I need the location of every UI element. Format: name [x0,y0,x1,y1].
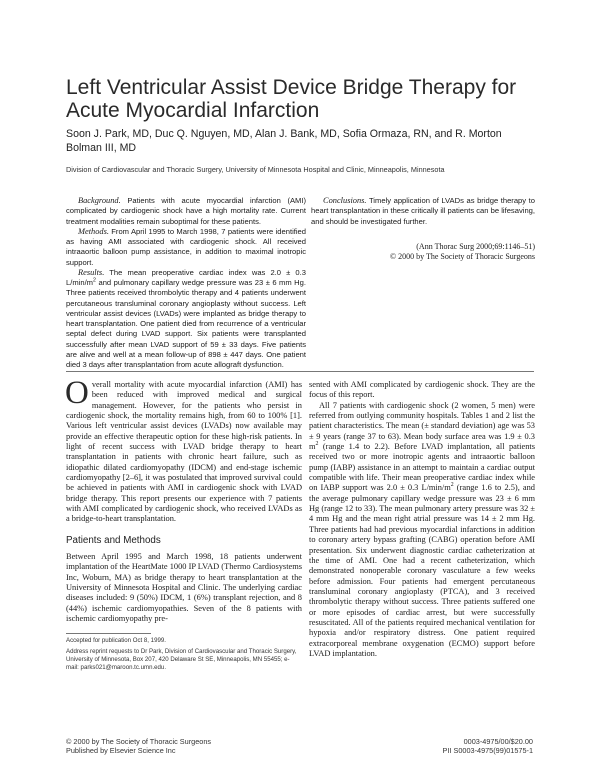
footer-publisher [66,737,211,755]
drop-cap: O [65,375,89,411]
body-column-left [65,375,303,673]
methods-paragraph: Between April 1995 and March 1998, 18 patients underwent implantation of the HeartMate 1000 IP LVAD (Thermo Cardiosystems Inc, Woburn, MA) as bridge therapy to heart transplantation at the University of Minnesota Hospital and Clinic. The underlying cardiac diseases included: 9 (50%) IDCM, 1 (6%) transplant rejection, and 8 (44%) ischemic cardiomyopathies. Seven of the 8 patients with ischemic cardiomyopathy pre- [66,551,303,623]
patients-paragraph: All 7 patients with cardiogenic shock (2 women, 5 men) were referred from outlying community hospitals. Tables 1 and 2 list the patient characteristics. The mean (± standard deviation) age was 53 ± 9 years (range 37 to 63). Mean body surface area was 1.9 ± 0.3 $m^2$ (range 1.4 to 2.2). Before LVAD implantation, all patients received two or more inotropic agents and intraaortic balloon pump (IABP) assistance in an attempt to maintain a cardiac output compatible with life. Their mean preoperative cardiac index while on IABP support was 2.0 ± 0.3 $L/\min/m^2$ (range 1.6 to 2.5), and the average pulmonary capillary wedge pressure was 23 ± 6 mm Hg (range 12 to 33). The mean pulmonary artery pressure was 32 ± 4 mm Hg and the mean right atrial pressure was 14 ± 2 mm Hg. Three patients had had previous myocardial infarctions in addition to coronary artery bypass grafting (CABG) operation before AMI presentation. Six underwent diagnostic cardiac catheterization at the time of AMI. One had a recent catheterization, which demonstrated nonoperable coronary vasculature a few weeks before admission. Four patients had emergent percutaneous transluminal coronary angioplasty (PTCA), and 3 received thrombolytic therapy without success. Three patients suffered one or more episodes of cardiac arrest, but were successfully resuscitated. All of the patients required mechanical ventilation for hypoxia and/or respiratory distress. One patient required extracorporeal membrane oxygenation (ECMO) support before LVAD implantation. [309,400,535,658]
abstract-column-left [66,196,306,370]
abstract-column-right [311,196,535,262]
intro-paragraph: Overall mortality with acute myocardial infarction (AMI) has been reduced with improved medical and surgical management. However, for the patients who persist in cardiogenic shock, the mortality remains high, from 60 to 100% [1]. Various left ventricular assist devices (LVADs) now available may provide an effective therapeutic option for these high-risk patients. In light of recent success with LVAD bridge therapy to heart transplantation in patients with chronic heart failure, such as idiopathic dilated cardiomyopathy (IDCM) and end-stage ischemic cardiomyopathy [2–6], it was postulated that improved survival could be achieved in patients with AMI in cardiogenic shock with LVAD bridge therapy. This report presents our experience with 7 patients with AMI complicated by cardiogenic shock, who received LVADs as a bridge-to-heart transplantation. [65,375,302,524]
body-column-right [309,380,535,659]
section-heading-methods: Patients and Methods [66,534,161,546]
footer-pii: PII S0003-4975(99)01575-1 [442,746,533,756]
abstract-results: Results. The mean preoperative cardiac index was 2.0 ± 0.3 $L/\min/m^2$ and pulmonary capillary wedge pressure was 23 ± 6 mm Hg. Three patients received thrombolytic therapy and 4 patients underwent percutaneous transluminal coronary angioplasty without success. Left ventricular assist devices (LVADs) were implanted as bridge therapy to heart transplantation. One patient died from recurrence of a ventricular septal defect during LVAD support. Six patients were transplanted successfully after mean LVAD support of 59 ± 33 days. Five patients are alive and well at a mean follow-up of 898 ± 447 days. One patient died 3 days after transplantation from acute allograft dysfunction. [66,267,306,369]
footer-issn: 0003-4975/00/$20.00 [463,737,533,746]
methods-continued-paragraph: sented with AMI complicated by cardiogenic shock. They are the focus of this report. [309,380,535,400]
footer-publisher-name: Published by Elsevier Science Inc [66,746,176,756]
abstract-methods: Methods. From April 1995 to March 1998, 7 patients were identified as having AMI associated with cardiogenic shock. All received intraaortic balloon pump assistance, in addition to maximal inotropic support. [66,226,306,267]
article-title: Left Ventricular Assist Device Bridge Therapy for Acute Myocardial Infarction [66,76,517,122]
abstract-conclusions: Conclusions. Timely application of LVADs as bridge therapy to heart transplantation in these critically ill patients can be lifesaving, and should be investigated further. [311,196,535,226]
footnotes [66,637,302,673]
abstract-copyright: © 2000 by The Society of Thoracic Surgeons [390,252,535,261]
footer-identifiers [443,737,533,755]
footer-copyright: © 2000 by The Society of Thoracic Surgeons [66,737,212,746]
section-divider [66,371,534,372]
footnote-address: Address reprint requests to Dr Park, Division of Cardiovascular and Thoracic Surgery, University of Minnesota, Box 207, 420 Delaware St SE, Minneapolis, MN 55455; e-mail: parks021@maroon.tc.umn.edu. [66,647,297,672]
journal-citation: (Ann Thorac Surg 2000;69:1146–51) [416,241,535,251]
footnote-rule [66,633,151,634]
abstract-background: Background. Patients with acute myocardial infarction (AMI) complicated by cardiogenic shock have a high mortality rate. Current treatment modalities remain suboptimal for these patients. [66,196,306,226]
affiliation: Division of Cardiovascular and Thoracic Surgery, University of Minnesota Hospital and Clinic, Minneapolis, Minnesota [66,165,445,174]
author-list: Soon J. Park, MD, Duc Q. Nguyen, MD, Alan J. Bank, MD, Sofia Ormaza, RN, and R. Morton Bolman III, MD [66,128,502,154]
footnote-accepted: Accepted for publication Oct 8, 1999. [66,637,166,645]
